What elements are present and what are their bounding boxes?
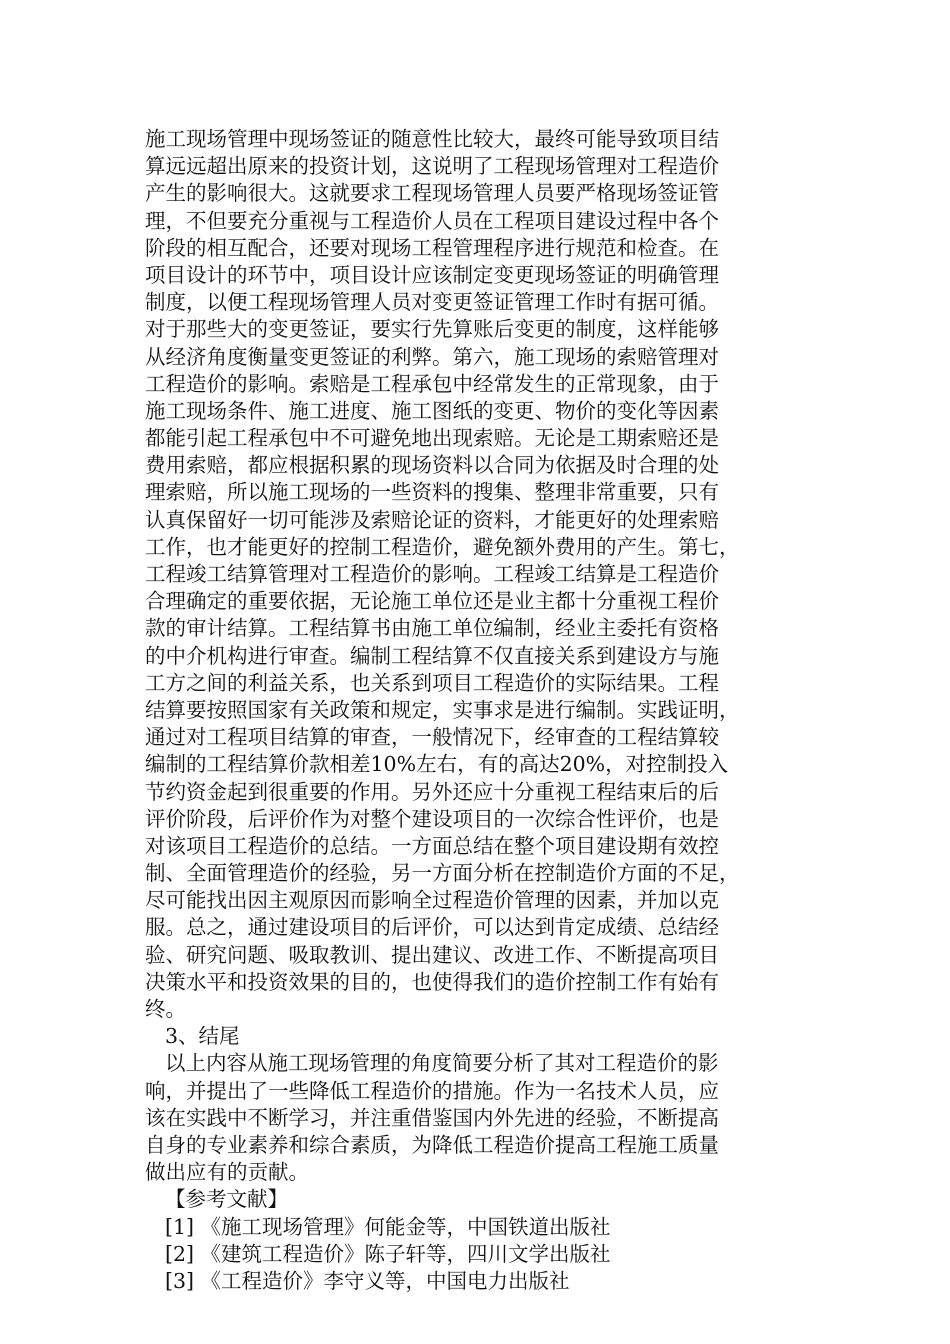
body-line: 项目设计的环节中，项目设计应该制定变更现场签证的明确管理 xyxy=(145,262,719,287)
document-text xyxy=(145,126,805,1295)
body-line: 算远远超出原来的投资计划，这说明了工程现场管理对工程造价 xyxy=(145,154,719,179)
body-line: 对于那些大的变更签证，要实行先算账后变更的制度，这样能够 xyxy=(145,317,719,342)
body-line: 认真保留好一切可能涉及索赔论证的资料，才能更好的处理索赔 xyxy=(145,507,719,532)
references-heading: 【参考文献】 xyxy=(165,1187,288,1212)
body-line: 节约资金起到很重要的作用。另外还应十分重视工程结束后的后 xyxy=(145,779,719,804)
body-line: 费用索赔，都应根据积累的现场资料以合同为依据及时合理的处 xyxy=(145,453,719,478)
body-line: 决策水平和投资效果的目的，也使得我们的造价控制工作有始有 xyxy=(145,969,719,994)
body-line: 理，不但要充分重视与工程造价人员在工程项目建设过程中各个 xyxy=(145,208,719,233)
conclusion-line: 响，并提出了一些降低工程造价的措施。作为一名技术人员，应 xyxy=(145,1078,719,1103)
body-line: 施工现场条件、施工进度、施工图纸的变更、物价的变化等因素 xyxy=(145,398,719,423)
body-line: 从经济角度衡量变更签证的利弊。第六，施工现场的索赔管理对 xyxy=(145,344,719,369)
body-line: 都能引起工程承包中不可避免地出现索赔。无论是工期索赔还是 xyxy=(145,426,719,451)
body-line: 工作，也才能更好的控制工程造价，避免额外费用的产生。第七， xyxy=(145,534,740,559)
reference-item: [1] 《施工现场管理》何能金等，中国铁道出版社 xyxy=(165,1214,611,1239)
conclusion-line: 以上内容从施工现场管理的角度简要分析了其对工程造价的影 xyxy=(165,1051,719,1076)
body-line: 验、研究问题、吸取教训、提出建议、改进工作、不断提高项目 xyxy=(145,942,719,967)
body-line: 合理确定的重要依据，无论施工单位还是业主都十分重视工程价 xyxy=(145,589,719,614)
conclusion-line: 做出应有的贡献。 xyxy=(145,1160,309,1185)
body-line: 编制的工程结算价款相差10%左右，有的高达20%，对控制投入 xyxy=(145,752,729,777)
section-heading: 3、结尾 xyxy=(165,1024,240,1049)
reference-item: [3] 《工程造价》李守义等，中国电力出版社 xyxy=(165,1268,570,1293)
body-line: 评价阶段，后评价作为对整个建设项目的一次综合性评价，也是 xyxy=(145,806,719,831)
body-line: 通过对工程项目结算的审查，一般情况下，经审查的工程结算较 xyxy=(145,725,719,750)
body-line: 结算要按照国家有关政策和规定，实事求是进行编制。实践证明， xyxy=(145,697,740,722)
conclusion-line: 自身的专业素养和综合素质，为降低工程造价提高工程施工质量 xyxy=(145,1132,719,1157)
conclusion-line: 该在实践中不断学习，并注重借鉴国内外先进的经验，不断提高 xyxy=(145,1105,719,1130)
body-line: 款的审计结算。工程结算书由施工单位编制，经业主委托有资格 xyxy=(145,616,719,641)
references-list xyxy=(145,1214,805,1296)
body-line: 阶段的相互配合，还要对现场工程管理程序进行规范和检查。在 xyxy=(145,235,719,260)
body-line: 的中介机构进行审查。编制工程结算不仅直接关系到建设方与施 xyxy=(145,643,719,668)
body-line: 工程造价的影响。索赔是工程承包中经常发生的正常现象，由于 xyxy=(145,371,719,396)
body-line: 工方之间的利益关系，也关系到项目工程造价的实际结果。工程 xyxy=(145,670,719,695)
body-line: 工程竣工结算管理对工程造价的影响。工程竣工结算是工程造价 xyxy=(145,562,719,586)
body-line: 尽可能找出因主观原因而影响全过程造价管理的因素，并加以克 xyxy=(145,888,719,913)
body-line: 理索赔，所以施工现场的一些资料的搜集、整理非常重要，只有 xyxy=(145,480,719,505)
body-line: 施工现场管理中现场签证的随意性比较大，最终可能导致项目结 xyxy=(145,127,719,151)
body-line: 终。 xyxy=(145,997,186,1021)
body-line: 产生的影响很大。这就要求工程现场管理人员要严格现场签证管 xyxy=(145,181,719,206)
reference-item: [2] 《建筑工程造价》陈子轩等，四川文学出版社 xyxy=(165,1241,611,1266)
body-line: 制度，以便工程现场管理人员对变更签证管理工作时有据可循。 xyxy=(145,290,719,315)
body-line: 对该项目工程造价的总结。一方面总结在整个项目建设期有效控 xyxy=(145,833,719,858)
conclusion-paragraph xyxy=(145,1050,805,1186)
body-line: 制、全面管理造价的经验，另一方面分析在控制造价方面的不足， xyxy=(145,861,740,886)
body-line: 服。总之，通过建设项目的后评价，可以达到肯定成绩、总结经 xyxy=(145,915,719,940)
body-paragraph xyxy=(145,126,805,1023)
